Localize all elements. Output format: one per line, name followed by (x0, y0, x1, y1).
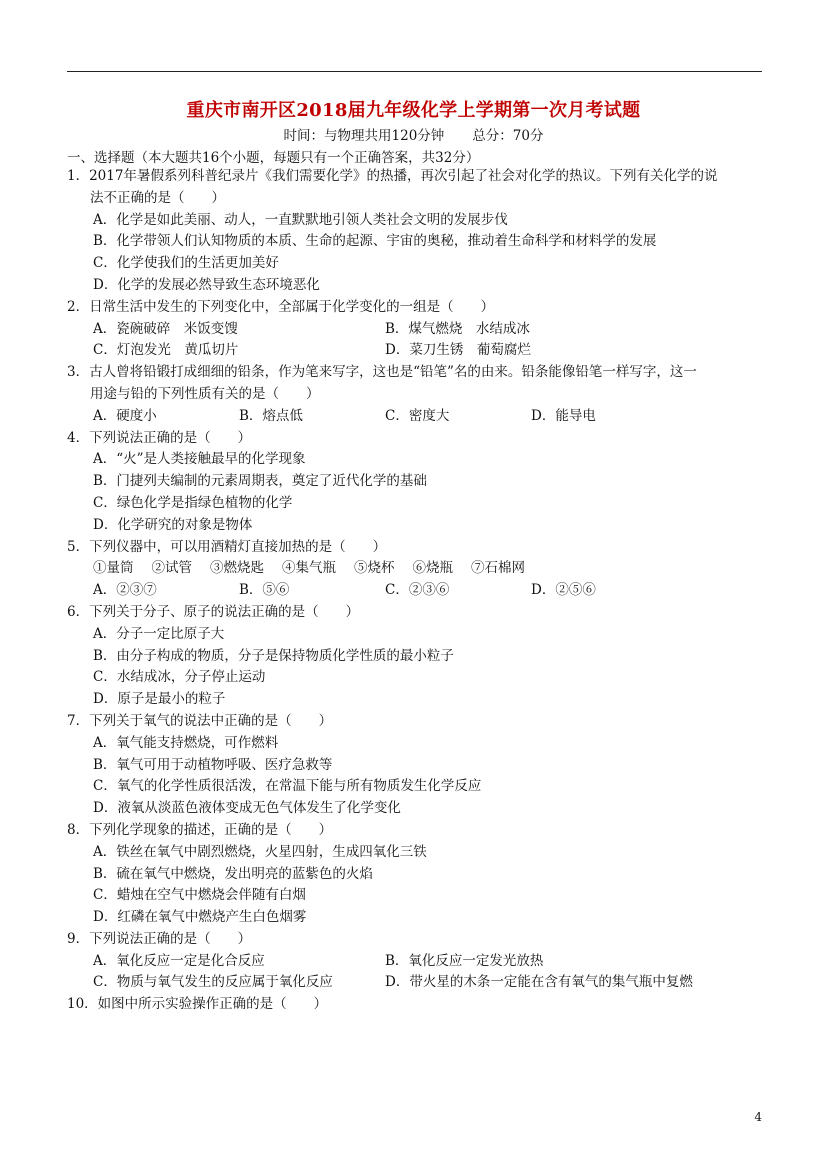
instrument-item: ⑤烧杯 (354, 560, 395, 577)
option-b: B．门捷列夫编制的元素周期表，奠定了近代化学的基础 (93, 473, 427, 490)
option-b: B．氧化反应一定发光放热 (385, 952, 544, 969)
question-stem-continued: 用途与铅的下列性质有关的是（ ） (90, 385, 320, 402)
question-10 (67, 994, 767, 1016)
question-stem: 8．下列化学现象的描述，正确的是（ ） (67, 821, 333, 838)
options-row (67, 972, 767, 994)
option-a: A．瓷碗破碎 米饭变馊 (93, 320, 238, 337)
option-a: A．氧气能支持燃烧，可作燃料 (93, 734, 279, 751)
options-row (67, 951, 767, 973)
option-b: B．由分子构成的物质，分子是保持物质化学性质的最小粒子 (93, 647, 454, 664)
option-c: C．绿色化学是指绿色植物的化学 (93, 494, 293, 511)
instrument-item: ①量筒 (93, 560, 134, 577)
option-a: A．铁丝在氧气中剧烈燃烧，火星四射，生成四氧化三铁 (93, 843, 427, 860)
option-c: C．化学使我们的生活更加美好 (93, 255, 279, 272)
option-d: D．原子是最小的粒子 (93, 691, 226, 708)
question-4 (67, 428, 767, 537)
option-a: A．“火”是人类接触最早的化学现象 (93, 451, 306, 468)
option-d: D．②⑤⑥ (531, 582, 596, 599)
page-number: 4 (754, 1110, 762, 1124)
option-c: C．氧气的化学性质很活泼，在常温下能与所有物质发生化学反应 (93, 778, 482, 795)
option-a: A．化学是如此美丽、动人，一直默默地引领人类社会文明的发展步伐 (93, 211, 508, 228)
option-a: A．硬度小 (93, 407, 157, 424)
question-stem: 4．下列说法正确的是（ ） (67, 429, 252, 446)
question-1 (67, 166, 767, 297)
question-stem: 10．如图中所示实验操作正确的是（ ） (67, 996, 328, 1013)
exam-info (0, 124, 827, 144)
question-stem: 6．下列关于分子、原子的说法正确的是（ ） (67, 603, 360, 620)
question-stem: 9．下列说法正确的是（ ） (67, 930, 252, 947)
question-8 (67, 820, 767, 929)
question-stem-continued: 法不正确的是（ ） (90, 189, 225, 206)
option-d: D．菜刀生锈 葡萄腐烂 (385, 342, 531, 359)
option-d: D．能导电 (531, 407, 596, 424)
question-9 (67, 929, 767, 994)
header-rule (67, 71, 762, 72)
option-b: B．⑤⑥ (239, 582, 290, 599)
option-a: A．②③⑦ (93, 582, 157, 599)
instrument-item: ②试管 (151, 560, 192, 577)
options-row (67, 406, 767, 428)
time-label: 时间：与物理共用120分钟 (283, 128, 445, 144)
option-c: C．水结成冰，分子停止运动 (93, 669, 266, 686)
option-d: D．带火星的木条一定能在含有氧气的集气瓶中复燃 (385, 974, 693, 991)
options-row (67, 340, 767, 362)
option-c: C．灯泡发光 黄瓜切片 (93, 342, 239, 359)
option-d: D．化学研究的对象是物体 (93, 516, 253, 533)
option-a: A．氧化反应一定是化合反应 (93, 952, 265, 969)
option-d: D．液氧从淡蓝色液体变成无色气体发生了化学变化 (93, 800, 401, 817)
question-stem: 1．2017年暑假系列科普纪录片《我们需要化学》的热播，再次引起了社会对化学的热议。下列有关化学的说 (67, 168, 718, 184)
options-row (67, 580, 767, 602)
option-c: C．蜡烛在空气中燃烧会伴随有白烟 (93, 887, 306, 904)
question-stem: 5．下列仪器中，可以用酒精灯直接加热的是（ ） (67, 538, 387, 555)
option-c: C．②③⑥ (385, 582, 450, 599)
option-c: C．物质与氧气发生的反应属于氧化反应 (93, 974, 333, 991)
instrument-item: ③燃烧匙 (210, 560, 264, 577)
instrument-list (67, 558, 767, 580)
question-2 (67, 297, 767, 362)
question-stem: 3．古人曾将铅锻打成细细的铅条，作为笔来写字，这也是“铅笔”名的由来。铅条能像铅笔一样写字，这一 (67, 364, 697, 381)
section-heading: 一、选择题（本大题共16个小题，每题只有一个正确答案，共32分） (67, 150, 480, 166)
questions-list (67, 166, 767, 1016)
option-b: B．煤气燃烧 水结成冰 (385, 320, 530, 337)
question-3 (67, 362, 767, 427)
option-b: B．硫在氧气中燃烧，发出明亮的蓝紫色的火焰 (93, 865, 373, 882)
question-6 (67, 602, 767, 711)
option-b: B．化学带领人们认知物质的本质、生命的起源、宇宙的奥秘，推动着生命科学和材料学的发展 (93, 233, 657, 250)
option-d: D．红磷在氧气中燃烧产生白色烟雾 (93, 909, 307, 926)
option-a: A．分子一定比原子大 (93, 625, 225, 642)
option-b: B．氧气可用于动植物呼吸、医疗急救等 (93, 756, 333, 773)
option-c: C．密度大 (385, 407, 450, 424)
options-row (67, 319, 767, 341)
question-stem: 7．下列关于氧气的说法中正确的是（ ） (67, 712, 333, 729)
option-d: D．化学的发展必然导致生态环境恶化 (93, 276, 320, 293)
instrument-item: ④集气瓶 (282, 560, 336, 577)
page-title: 重庆市南开区2018届九年级化学上学期第一次月考试题 (186, 100, 641, 121)
question-stem: 2．日常生活中发生的下列变化中，全部属于化学变化的一组是（ ） (67, 298, 495, 315)
instrument-item: ⑦石棉网 (471, 560, 525, 577)
instrument-item: ⑥烧瓶 (412, 560, 453, 577)
question-7 (67, 711, 767, 820)
question-5 (67, 537, 767, 602)
score-label: 总分：70分 (472, 128, 544, 144)
option-b: B．熔点低 (239, 407, 303, 424)
